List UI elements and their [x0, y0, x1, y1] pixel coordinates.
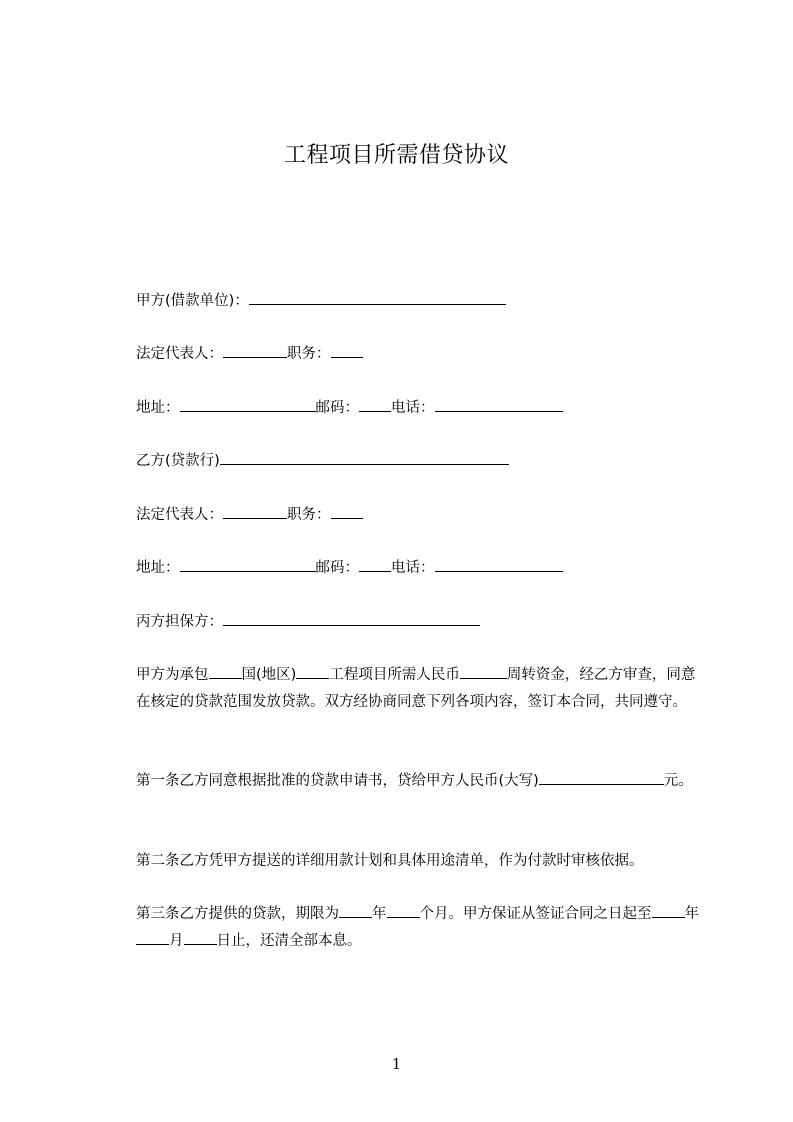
phone-label: 电话： [391, 560, 435, 576]
phone-blank[interactable] [435, 398, 563, 412]
preamble-text: 工程项目所需人民币 [329, 667, 460, 683]
loan-amount-blank[interactable] [539, 771, 649, 785]
due-year-blank[interactable] [652, 904, 685, 918]
article-1-text: 第一条乙方同意根据批准的贷款申请书，贷给甲方人民币(大写) [136, 773, 539, 789]
phone-label: 电话： [391, 400, 435, 416]
preamble-text: 周转资金，经乙方审查，同意在核定的贷款范围发放贷款。双方经协商同意下列各项内容，签订本合同，共同遵守。 [136, 667, 696, 710]
address-blank[interactable] [180, 398, 316, 412]
address-label: 地址： [136, 560, 180, 576]
article-1-text: 元。 [663, 773, 693, 789]
party-b-representative-line [136, 505, 363, 525]
country-blank[interactable] [209, 665, 242, 679]
page-title: 工程项目所需借贷协议 [283, 143, 509, 168]
article-3-text: 月 [169, 932, 184, 949]
postcode-blank[interactable] [359, 558, 391, 572]
term-months-blank[interactable] [387, 904, 420, 918]
project-blank[interactable] [296, 665, 329, 679]
due-day-blank[interactable] [184, 931, 217, 945]
representative-blank[interactable] [223, 505, 287, 519]
postcode-blank[interactable] [359, 398, 391, 412]
due-month-blank[interactable] [136, 931, 169, 945]
article-2-paragraph [104, 848, 700, 875]
party-c-blank[interactable] [223, 612, 480, 626]
amount-blank[interactable] [460, 665, 507, 679]
postcode-label: 邮码： [315, 560, 359, 576]
party-a-representative-line [136, 344, 363, 364]
phone-blank[interactable] [435, 558, 563, 572]
party-c-label: 丙方担保方： [136, 614, 223, 630]
address-label: 地址： [136, 400, 180, 416]
party-b-blank[interactable] [220, 451, 509, 465]
party-c-line [136, 612, 480, 632]
article-3-text: 第三条乙方提供的贷款，期限为 [136, 906, 339, 922]
position-blank[interactable] [331, 344, 363, 358]
party-b-address-line [136, 558, 563, 578]
postcode-label: 邮码： [315, 400, 359, 416]
representative-label: 法定代表人： [136, 507, 223, 523]
address-blank[interactable] [180, 558, 316, 572]
article-1-paragraph [104, 768, 700, 795]
page-number: 1 [391, 1055, 402, 1073]
preamble-paragraph [104, 662, 700, 715]
party-a-label: 甲方(借款单位)： [136, 293, 249, 309]
party-a-address-line [136, 398, 563, 418]
preamble-text: 甲方为承包 [136, 667, 209, 683]
loan-amount-blank-continued[interactable] [649, 771, 664, 785]
position-label: 职务： [287, 507, 331, 523]
article-3-text: 个月。甲方保证从签证合同之日起至 [419, 906, 652, 922]
party-a-line [136, 291, 506, 311]
article-3-text: 日止，还清全部本息。 [216, 932, 362, 949]
article-2-text: 第二条乙方凭甲方提送的详细用款计划和具体用途清单，作为付款时审核依据。 [136, 853, 644, 869]
term-years-blank[interactable] [339, 904, 372, 918]
party-b-label: 乙方(贷款行) [136, 453, 220, 469]
party-b-line [136, 451, 509, 471]
article-3-text: 年 [684, 906, 699, 922]
party-a-blank[interactable] [249, 291, 506, 305]
article-3-text: 年 [372, 906, 387, 922]
position-label: 职务： [287, 346, 331, 362]
position-blank[interactable] [331, 505, 363, 519]
article-3-paragraph [104, 901, 700, 954]
representative-label: 法定代表人： [136, 346, 223, 362]
preamble-text: 国(地区) [241, 667, 297, 683]
representative-blank[interactable] [223, 344, 287, 358]
